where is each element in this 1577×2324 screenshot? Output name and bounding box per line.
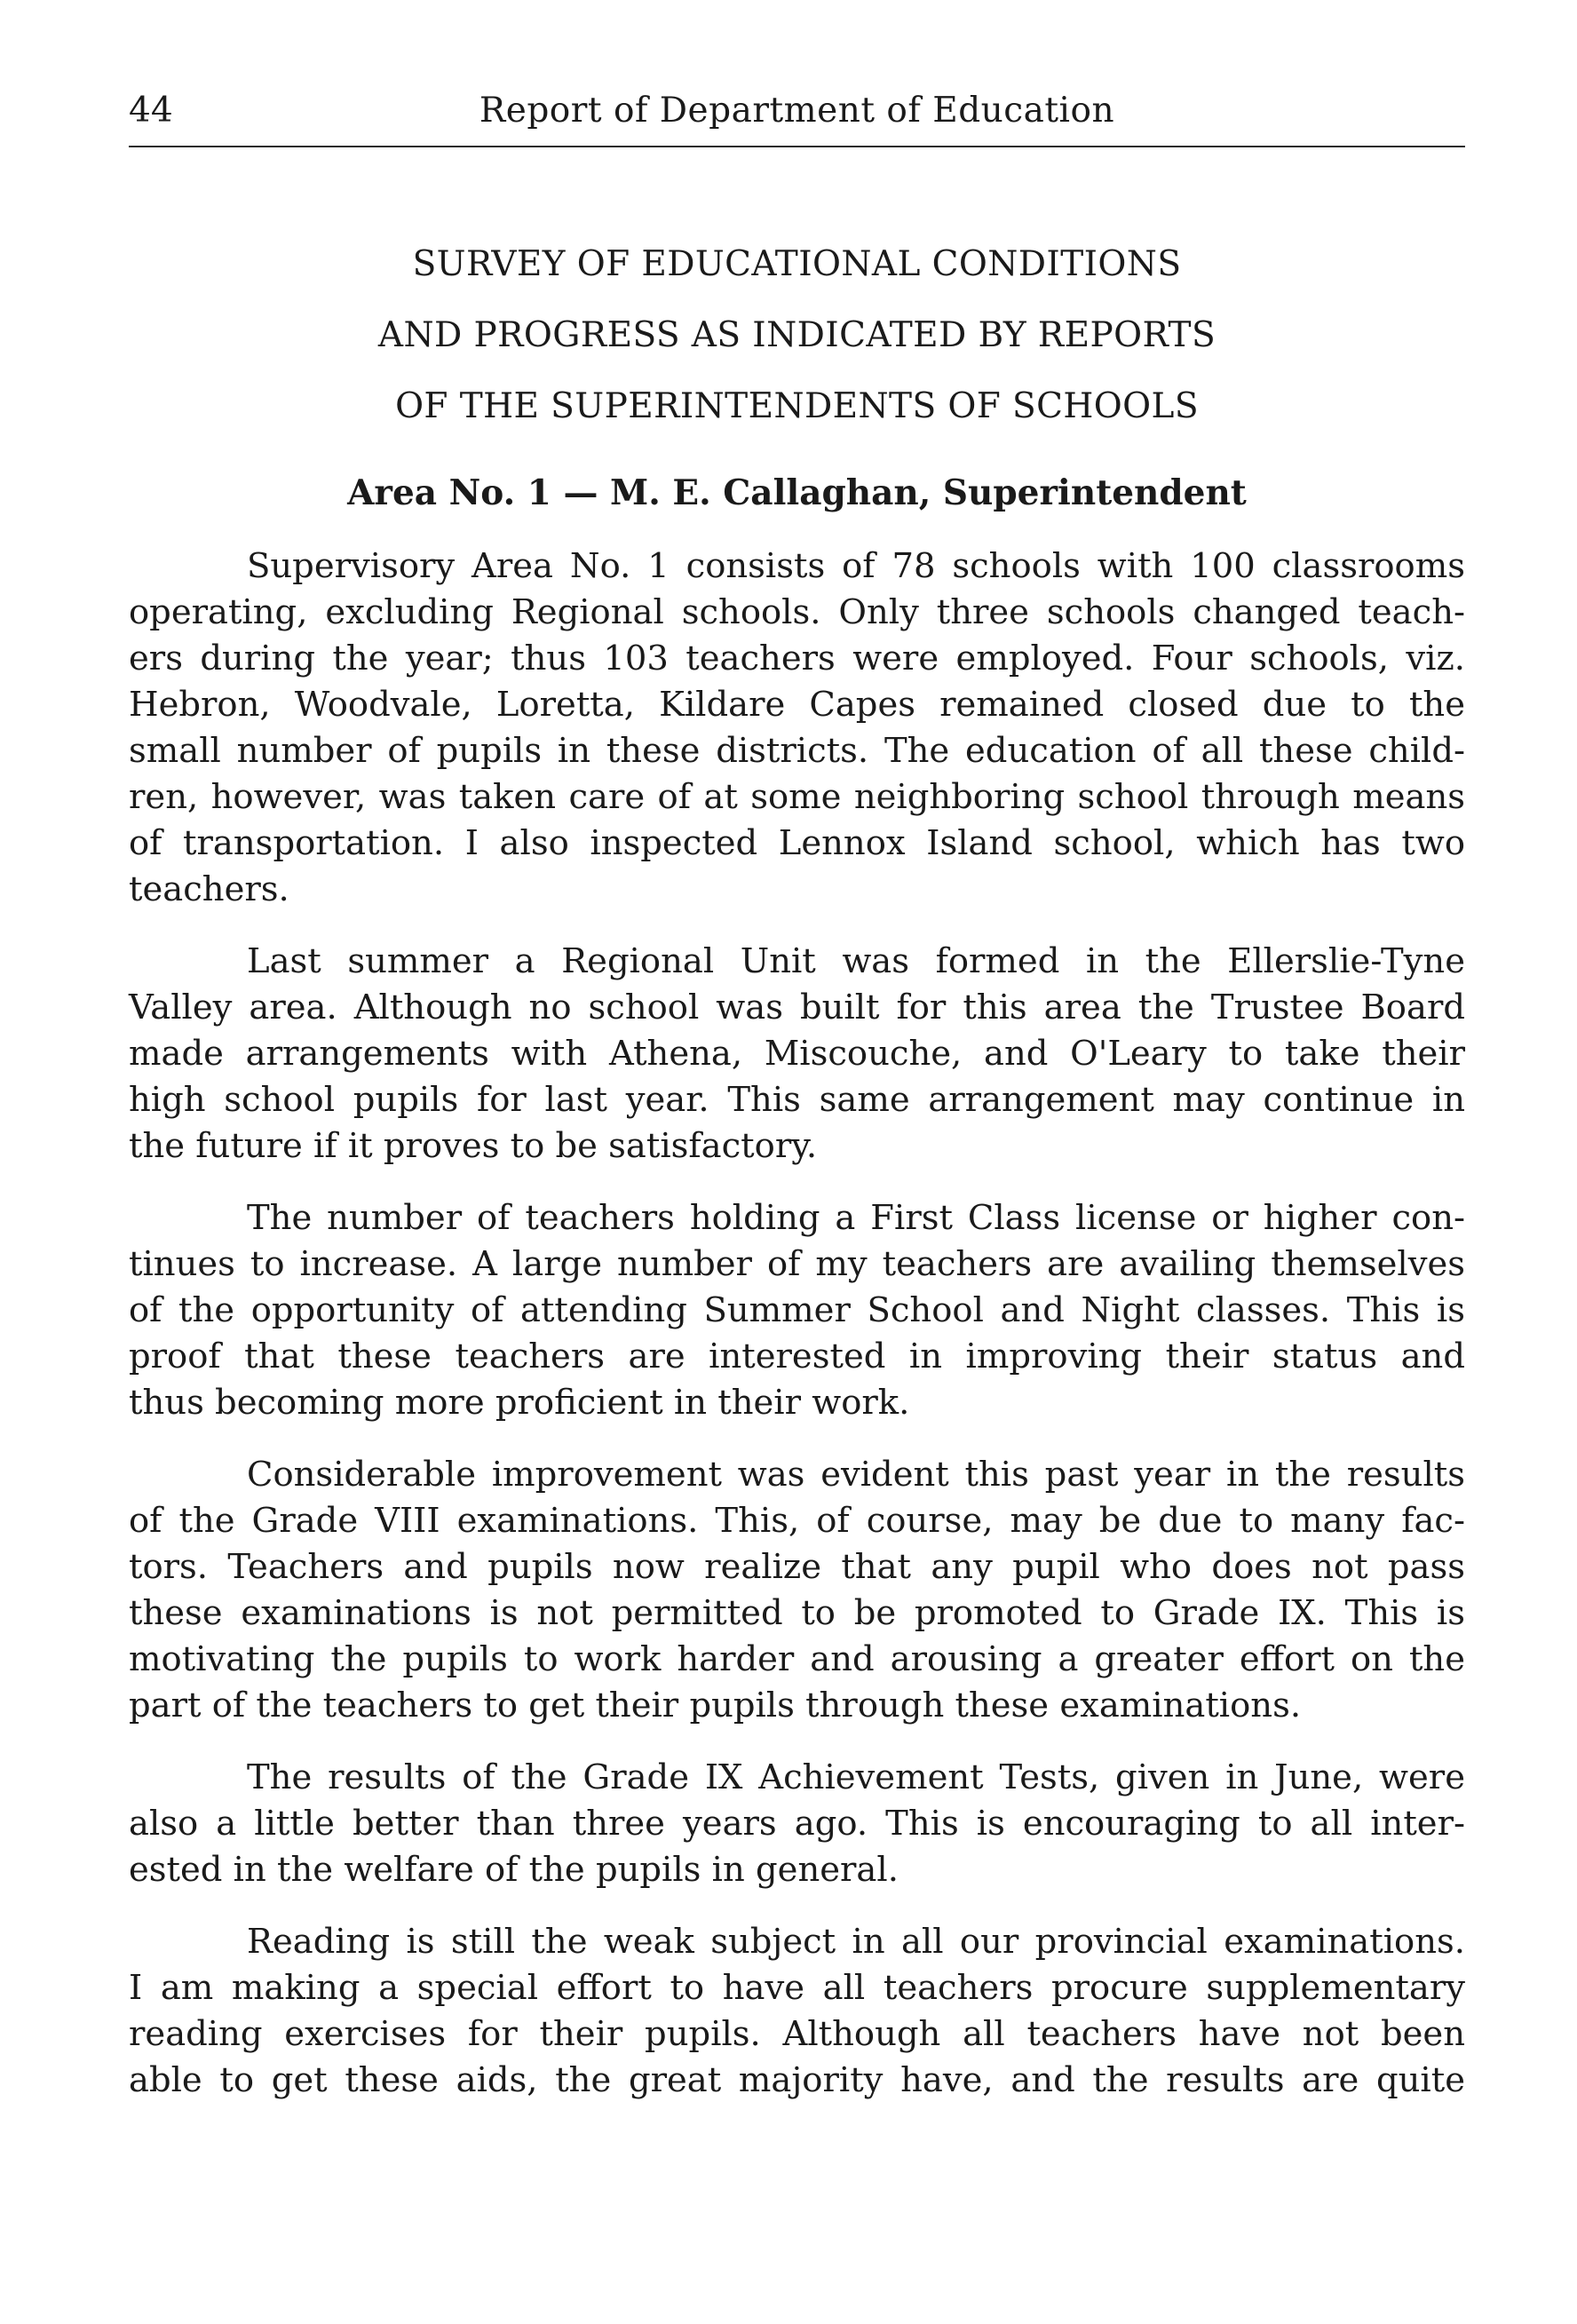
text-line: ren, however, was taken care of at some neighboring school through means bbox=[129, 777, 1465, 817]
text-line: ested in the welfare of the pupils in general. bbox=[129, 1850, 899, 1890]
paragraph bbox=[129, 1452, 1465, 1729]
paragraph bbox=[129, 939, 1465, 1170]
text-line: these examinations is not permitted to be promoted to Grade IX. This is bbox=[129, 1593, 1465, 1633]
text-line: Valley area. Although no school was built for this area the Trustee Board bbox=[129, 988, 1465, 1027]
text-line: Last summer a Regional Unit was formed in the Ellerslie-Tyne bbox=[247, 941, 1465, 981]
paragraph bbox=[129, 543, 1465, 913]
text-line: part of the teachers to get their pupils through these examinations. bbox=[129, 1685, 1302, 1725]
text-line: The results of the Grade IX Achievement Tests, given in June, were bbox=[247, 1757, 1465, 1797]
text-line: proof that these teachers are interested in improving their status and bbox=[129, 1336, 1465, 1376]
text-line: high school pupils for last year. This same arrangement may continue in bbox=[129, 1080, 1465, 1120]
running-title: Report of Department of Education bbox=[479, 91, 1115, 131]
text-line: ers during the year; thus 103 teachers were employed. Four schools, viz. bbox=[129, 639, 1465, 678]
text-line: teachers. bbox=[129, 869, 289, 909]
text-line: tors. Teachers and pupils now realize that any pupil who does not pass bbox=[129, 1547, 1465, 1587]
text-line: tinues to increase. A large number of my teachers are availing themselves bbox=[129, 1244, 1465, 1284]
heading-line: SURVEY OF EDUCATIONAL CONDITIONS bbox=[412, 244, 1182, 284]
text-line: Hebron, Woodvale, Loretta, Kildare Capes remained closed due to the bbox=[129, 685, 1465, 725]
text-line: able to get these aids, the great majority have, and the results are quite bbox=[129, 2060, 1465, 2100]
text-line: also a little better than three years ago. This is encouraging to all inter- bbox=[129, 1804, 1465, 1844]
header-rule bbox=[129, 146, 1465, 147]
text-line: Considerable improvement was evident this past year in the results bbox=[247, 1455, 1465, 1495]
running-header bbox=[129, 84, 1465, 138]
area-subheading: Area No. 1 — M. E. Callaghan, Superintendent bbox=[347, 472, 1247, 513]
paragraph bbox=[129, 1755, 1465, 1893]
heading-line: AND PROGRESS AS INDICATED BY REPORTS bbox=[377, 315, 1216, 355]
text-line: of the Grade VIII examinations. This, of course, may be due to many fac- bbox=[129, 1501, 1465, 1541]
page-number: 44 bbox=[129, 91, 173, 131]
text-line: small number of pupils in these districts. The education of all these child- bbox=[129, 731, 1465, 771]
text-line: reading exercises for their pupils. Although all teachers have not been bbox=[129, 2014, 1465, 2054]
text-line: Reading is still the weak subject in all our provincial examinations. bbox=[247, 1922, 1465, 1962]
text-line: operating, excluding Regional schools. Only three schools changed teach- bbox=[129, 592, 1465, 632]
text-line: The number of teachers holding a First Class license or higher con- bbox=[247, 1198, 1465, 1238]
text-line: the future if it proves to be satisfactory. bbox=[129, 1126, 818, 1166]
text-line: of transportation. I also inspected Lennox Island school, which has two bbox=[129, 823, 1465, 863]
text-line: made arrangements with Athena, Miscouche, and O'Leary to take their bbox=[129, 1034, 1465, 1074]
text-line: motivating the pupils to work harder and arousing a greater effort on the bbox=[129, 1639, 1465, 1679]
text-line: Supervisory Area No. 1 consists of 78 schools with 100 classrooms bbox=[247, 546, 1465, 586]
paragraph bbox=[129, 1919, 1465, 2104]
section-heading bbox=[129, 229, 1465, 442]
text-line: thus becoming more proficient in their work. bbox=[129, 1383, 910, 1423]
heading-line: OF THE SUPERINTENDENTS OF SCHOOLS bbox=[395, 386, 1199, 426]
text-line: of the opportunity of attending Summer School and Night classes. This is bbox=[129, 1290, 1465, 1330]
body-text bbox=[129, 543, 1465, 2130]
text-line: I am making a special effort to have all teachers procure supplementary bbox=[129, 1968, 1465, 2008]
paragraph bbox=[129, 1195, 1465, 1426]
